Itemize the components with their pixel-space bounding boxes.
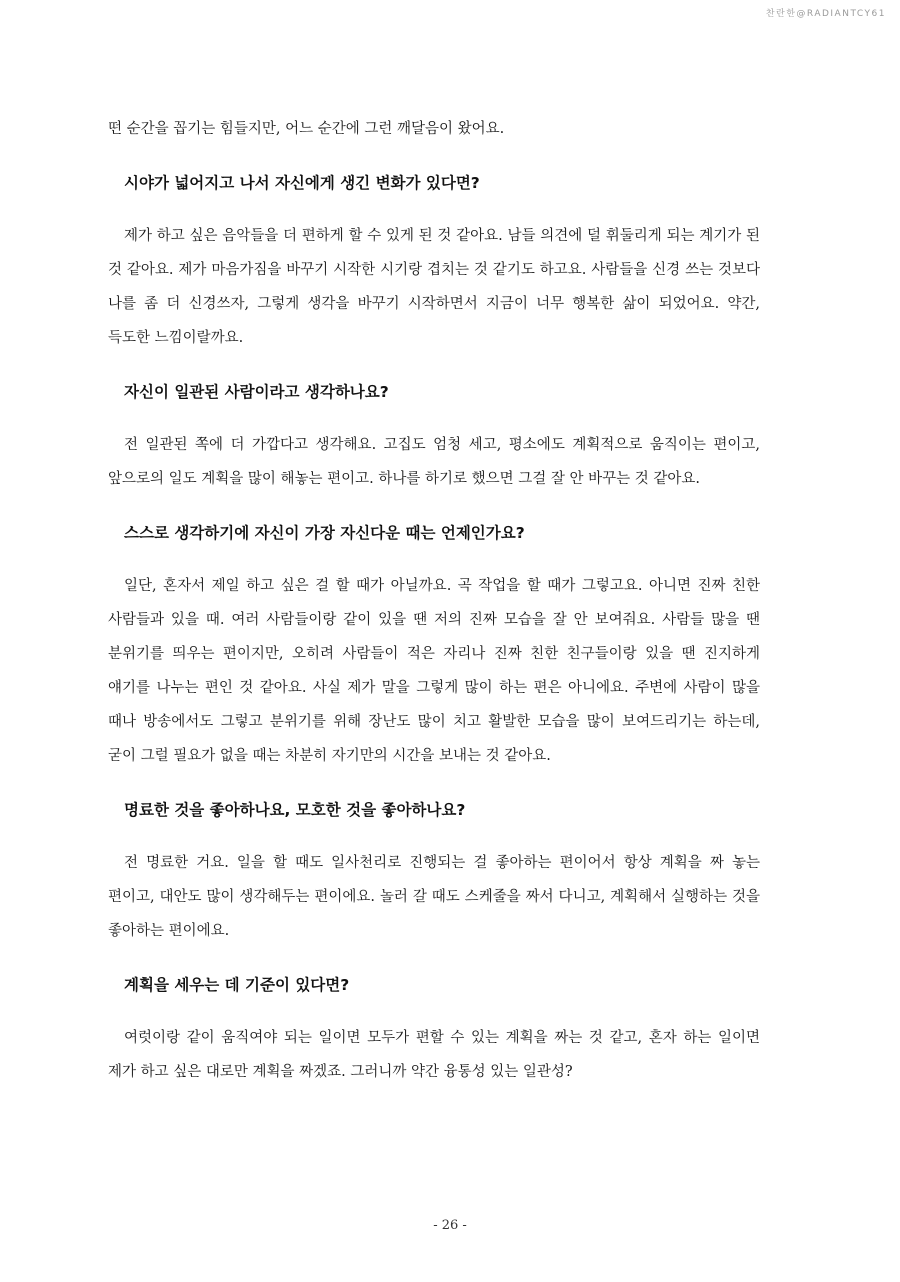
page-body (108, 112, 760, 1089)
watermark: 찬란한@RADIANTCY61 (765, 9, 886, 19)
intro-fragment: 떤 순간을 꼽기는 힘들지만, 어느 순간에 그런 깨달음이 왔어요. (108, 121, 505, 137)
answer-1: 제가 하고 싶은 음악들을 더 편하게 할 수 있게 된 것 같아요. 남들 의견에 덜 휘둘리게 되는 계기가 된 것 같아요. 제가 마음가짐을 바꾸기 시작한 시기랑 겹치는 것 같기도 하고요. 사람들을 신경 쓰는 것보다 나를 좀 더 신경쓰자, 그렇게 생각을 바꾸기 시작하면서 지금이 너무 행복한 삶이 되었어요. 약간, 득도한 느낌이랄까요. (108, 228, 760, 346)
answer-2: 전 일관된 쪽에 더 가깝다고 생각해요. 고집도 엄청 세고, 평소에도 계획적으로 움직이는 편이고, 앞으로의 일도 계획을 많이 해놓는 편이고. 하나를 하기로 했으면 그걸 잘 안 바꾸는 것 같아요. (108, 437, 760, 487)
question-4: 명료한 것을 좋아하나요, 모호한 것을 좋아하나요? (124, 801, 466, 819)
question-3: 스스로 생각하기에 자신이 가장 자신다운 때는 언제인가요? (124, 524, 525, 542)
question-5: 계획을 세우는 데 기준이 있다면? (124, 976, 350, 994)
answer-5: 여럿이랑 같이 움직여야 되는 일이면 모두가 편할 수 있는 계획을 짜는 것 같고, 혼자 하는 일이면 제가 하고 싶은 대로만 계획을 짜겠죠. 그러니까 약간 융통성 있는 일관성? (108, 1030, 760, 1080)
page-number: - 26 - (433, 1218, 467, 1233)
question-2: 자신이 일관된 사람이라고 생각하나요? (124, 383, 389, 401)
answer-4: 전 명료한 거요. 일을 할 때도 일사천리로 진행되는 걸 좋아하는 편이어서 항상 계획을 짜 놓는 편이고, 대안도 많이 생각해두는 편이에요. 놀러 갈 때도 스케줄을 짜서 다니고, 계획해서 실행하는 것을 좋아하는 편이에요. (108, 855, 760, 939)
answer-3: 일단, 혼자서 제일 하고 싶은 걸 할 때가 아닐까요. 곡 작업을 할 때가 그렇고요. 아니면 진짜 친한 사람들과 있을 때. 여러 사람들이랑 같이 있을 땐 저의 진짜 모습을 잘 안 보여줘요. 사람들 많을 땐 분위기를 띄우는 편이지만, 오히려 사람들이 적은 자리나 진짜 친한 친구들이랑 있을 땐 진지하게 얘기를 나누는 편인 것 같아요. 사실 제가 말을 그렇게 많이 하는 편은 아니에요. 주변에 사람이 많을 때나 방송에서도 그렇고 분위기를 위해 장난도 많이 치고 활발한 모습을 많이 보여드리기는 하는데, 굳이 그럴 필요가 없을 때는 차분히 자기만의 시간을 보내는 것 같아요. (108, 578, 760, 764)
question-1: 시야가 넓어지고 나서 자신에게 생긴 변화가 있다면? (124, 174, 480, 192)
